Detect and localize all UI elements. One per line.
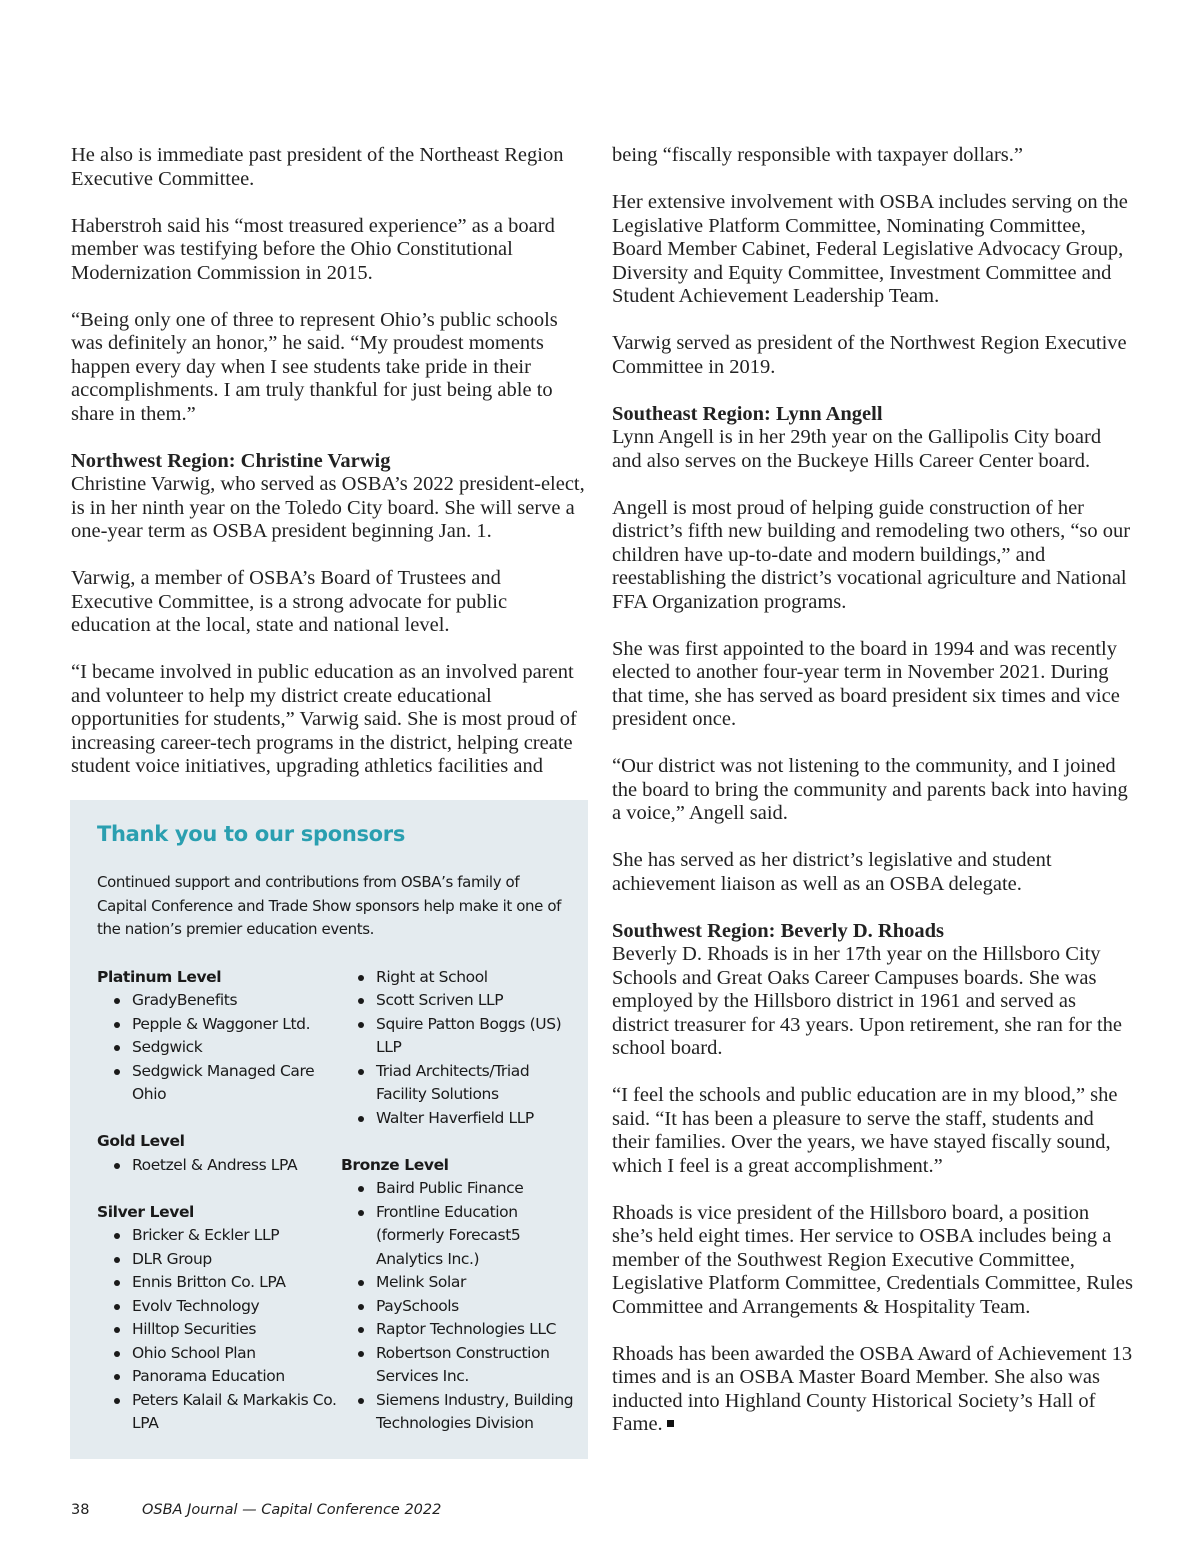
sponsor-item: Robertson Construction Services Inc.	[341, 1342, 581, 1389]
page-number: 38	[71, 1502, 90, 1518]
paragraph: Lynn Angell is in her 29th year on the Gallipolis City board and also serves on the Buckeye Hills Career Center board.	[612, 426, 1102, 472]
paragraph: Beverly D. Rhoads is in her 17th year on the Hillsboro City Schools and Great Oaks Career Campuses boards. She was employed by the Hillsboro district in 1961 and served as district treasurer for 43 years. Upon retirement, she ran for the school board.	[612, 943, 1123, 1059]
sponsor-item: Sedgwick Managed Care Ohio	[97, 1060, 337, 1107]
sponsor-item: GradyBenefits	[97, 989, 337, 1013]
paragraph: “Being only one of three to represent Ohio’s public schools was definitely an honor,” he said. “My proudest moments happen every day when I see students take pride in their accomplishments. I am truly thankful for just being able to share in them.”	[71, 308, 558, 425]
sponsor-item: Ohio School Plan	[97, 1342, 337, 1366]
bronze-level-label: Bronze Level	[341, 1155, 449, 1174]
sponsor-item: Right at School	[341, 966, 581, 990]
paragraph: Her extensive involvement with OSBA includes serving on the Legislative Platform Committee, Nominating Committee, Board Member Cabinet, Federal Legislative Advocacy Group, Diversity and Equity Committee, Investment Committee and Student Achievement Leadership Team.	[612, 191, 1128, 307]
paragraph: She was first appointed to the board in 1994 and was recently elected to another four-year term in November 2021. During that time, she has served as board president six times and vice president once.	[612, 637, 1120, 730]
sponsor-item: Walter Haverfield LLP	[341, 1107, 581, 1131]
sponsor-item: PaySchools	[341, 1295, 581, 1319]
silver-level-label: Silver Level	[97, 1202, 194, 1221]
sponsor-item: Triad Architects/Triad Facility Solutions	[341, 1060, 581, 1107]
sponsors-intro: Continued support and contributions from OSBA’s family of Capital Conference and Trade Show sponsors help make it one of the nation’s premier education events.	[97, 873, 561, 938]
paragraph: Rhoads is vice president of the Hillsboro board, a position she’s held eight times. Her service to OSBA includes being a member of the Southwest Region Executive Committee, Legislative Platform Committee, Credentials Committee, Rules Committee and Arrangements & Hospitality Team.	[612, 1201, 1133, 1318]
section-heading-southeast: Southeast Region: Lynn Angell	[612, 402, 883, 425]
paragraph: Haberstroh said his “most treasured experience” as a board member was testifying before the Ohio Constitutional Modernization Commission in 2015.	[71, 214, 555, 284]
sponsor-item: Ennis Britton Co. LPA	[97, 1271, 337, 1295]
paragraph: She has served as her district’s legislative and student achievement liaison as well as an OSBA delegate.	[612, 849, 1052, 895]
sponsor-item: Squire Patton Boggs (US) LLP	[341, 1013, 581, 1060]
section-heading-southwest: Southwest Region: Beverly D. Rhoads	[612, 919, 944, 942]
publication-title: OSBA Journal — Capital Conference 2022	[142, 1502, 442, 1518]
sponsor-item: Raptor Technologies LLC	[341, 1318, 581, 1342]
platinum-level-label: Platinum Level	[97, 967, 222, 986]
sponsor-item: Peters Kalail & Markakis Co. LPA	[97, 1389, 337, 1436]
sponsor-item: Baird Public Finance	[341, 1177, 581, 1201]
paragraph-final-text: Rhoads has been awarded the OSBA Award of Achievement 13 times and is an OSBA Master Board Member. She also was inducted into Highland County Historical Society’s Hall of Fame.	[612, 1342, 1133, 1435]
gold-list	[97, 1154, 337, 1178]
paragraph: Varwig served as president of the Northwest Region Executive Committee in 2019.	[612, 332, 1127, 378]
paragraph: “I feel the schools and public education are in my blood,” she said. “It has been a pleasure to serve the staff, students and their families. Over the years, we have stayed fiscally sound, which I feel is a great accomplishment.”	[612, 1084, 1118, 1177]
platinum-list-continued	[341, 966, 581, 1131]
sponsor-item: Evolv Technology	[97, 1295, 337, 1319]
paragraph: He also is immediate past president of the Northeast Region Executive Committee.	[71, 144, 564, 190]
sponsor-item: Roetzel & Andress LPA	[97, 1154, 337, 1178]
sponsor-item: Pepple & Waggoner Ltd.	[97, 1013, 337, 1037]
bronze-list	[341, 1177, 581, 1436]
sponsor-item: Siemens Industry, Building Technologies Division	[341, 1389, 581, 1436]
sponsor-item: DLR Group	[97, 1248, 337, 1272]
silver-list	[97, 1224, 337, 1436]
sponsor-column-right	[341, 966, 581, 1436]
sponsors-title: Thank you to our sponsors	[97, 822, 406, 846]
sponsor-item: Melink Solar	[341, 1271, 581, 1295]
gold-level-label: Gold Level	[97, 1132, 185, 1150]
paragraph-final	[612, 1343, 1134, 1437]
left-column	[71, 144, 586, 779]
sponsor-item: Sedgwick	[97, 1036, 337, 1060]
sponsor-item: Frontline Education (formerly Forecast5 Analytics Inc.)	[341, 1201, 581, 1272]
right-column	[612, 144, 1134, 1437]
sponsor-item: Panorama Education	[97, 1365, 337, 1389]
section-heading-northwest: Northwest Region: Christine Varwig	[71, 449, 391, 472]
paragraph: being “fiscally responsible with taxpayer dollars.”	[612, 144, 1024, 166]
sponsor-column-left	[97, 966, 337, 1436]
sponsor-item: Scott Scriven LLP	[341, 989, 581, 1013]
paragraph: Christine Varwig, who served as OSBA’s 2022 president-elect, is in her ninth year on the Toledo City board. She will serve a one-year term as OSBA president beginning Jan. 1.	[71, 473, 585, 542]
paragraph: “I became involved in public education as an involved parent and volunteer to help my district create educational opportunities for students,” Varwig said. She is most proud of increasing career-tech programs in the district, helping create student voice initiatives, upgrading athletics facilities and	[71, 661, 577, 777]
sponsor-item: Bricker & Eckler LLP	[97, 1224, 337, 1248]
paragraph: “Our district was not listening to the community, and I joined the board to bring the community and parents back into having a voice,” Angell said.	[612, 755, 1128, 824]
platinum-list	[97, 989, 337, 1107]
paragraph: Varwig, a member of OSBA’s Board of Trustees and Executive Committee, is a strong advocate for public education at the local, state and national level.	[71, 567, 508, 636]
sponsors-box	[70, 800, 588, 1459]
paragraph: Angell is most proud of helping guide construction of her district’s fifth new building and remodeling two others, “so our children have up-to-date and modern buildings,” and reestablishing the district’s vocational agriculture and National FFA Organization programs.	[612, 496, 1131, 613]
sponsor-item: Hilltop Securities	[97, 1318, 337, 1342]
end-mark-icon	[667, 1420, 674, 1427]
